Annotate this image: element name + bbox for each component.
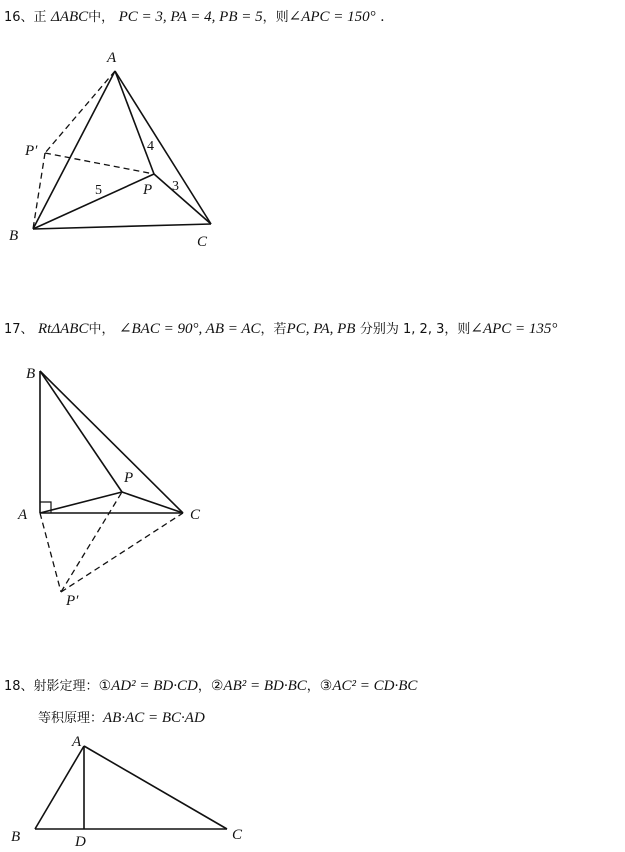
label-P-prime: P′: [25, 143, 38, 159]
label-A: A: [72, 734, 82, 750]
problem-17-values: 分别为 1, 2, 3，则: [359, 322, 471, 337]
problem-18-item2-mark: ②: [210, 678, 224, 694]
problem-16-number: 16、: [4, 10, 34, 25]
label-A: A: [18, 507, 28, 523]
label-C: C: [197, 234, 208, 250]
segment-BC: [33, 224, 211, 229]
problem-17-result: ∠APC = 135°: [470, 321, 558, 337]
problem-17-condition: ∠BAC = 90°, AB = AC: [118, 321, 261, 337]
problem-16-then: ，则: [262, 10, 289, 25]
problem-16-prefix: 正: [33, 10, 47, 25]
label-C: C: [232, 827, 243, 843]
length-PB: 5: [95, 183, 102, 198]
problem-16-triangle: ΔABC: [51, 9, 89, 25]
problem-18-number: 18、: [4, 679, 34, 694]
problem-18-title: 射影定理：: [33, 679, 99, 694]
label-B: B: [26, 366, 36, 382]
label-P: P: [143, 182, 153, 198]
segment-PB: [33, 174, 154, 229]
problem-18-sep2: ，: [306, 679, 320, 694]
problem-17-statement: [4, 318, 557, 338]
problem-18-item2: AB² = BD·BC: [223, 678, 307, 694]
problem-18-statement: [4, 675, 417, 695]
problem-18-item1: AD² = BD·CD: [111, 678, 198, 694]
problem-16-mid: 中，: [88, 10, 115, 25]
label-D: D: [75, 834, 86, 850]
segment-AC: [115, 71, 211, 224]
problem-18-item3-mark: ③: [319, 678, 333, 694]
label-P: P: [124, 470, 134, 486]
segment-PC: [154, 174, 211, 224]
label-B: B: [11, 829, 21, 845]
label-P-prime: P′: [66, 593, 79, 609]
problem-16-result: ∠APC = 150°: [288, 9, 376, 25]
length-PA: 4: [147, 139, 154, 154]
area-principle-title: 等积原理：: [38, 711, 104, 726]
problem-17-triangle: RtΔABC: [38, 321, 89, 337]
problem-16-condition: PC = 3, PA = 4, PB = 5: [118, 9, 263, 25]
problem-17-vars: PC, PA, PB: [286, 321, 356, 337]
problem-18-item3: AC² = CD·BC: [332, 678, 418, 694]
problem-18-item1-mark: ①: [98, 678, 112, 694]
problem-18-sep1: ，: [197, 679, 211, 694]
problem-17-number: 17、: [4, 322, 34, 337]
segment-PP-prime: [45, 153, 154, 174]
label-C: C: [190, 507, 201, 523]
label-A: A: [107, 50, 117, 66]
segment-AB: [33, 71, 115, 229]
problem-17-mid: 中，: [88, 322, 115, 337]
area-principle-formula: AB·AC = BC·AD: [103, 710, 205, 726]
segment-AP-prime: [45, 71, 115, 153]
label-B: B: [9, 228, 19, 244]
problem-18-area-principle: [38, 707, 205, 727]
problem-16-end: .: [380, 9, 385, 25]
problem-17-if: ，若: [260, 322, 287, 337]
length-PC: 3: [172, 179, 179, 194]
